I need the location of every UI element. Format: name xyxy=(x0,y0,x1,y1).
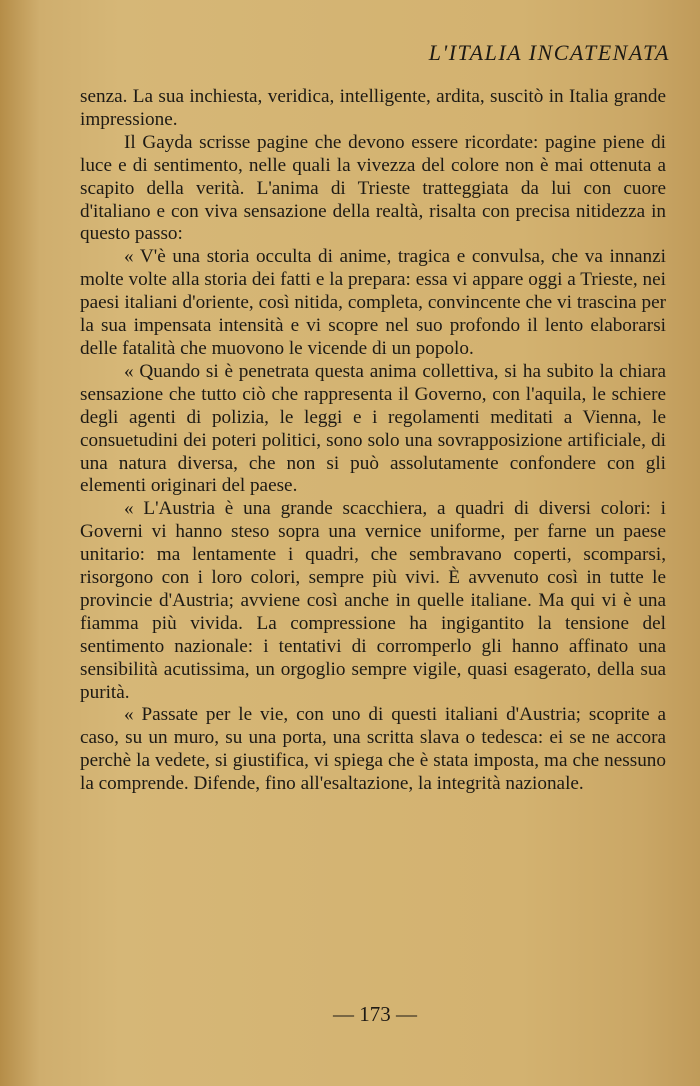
body-text xyxy=(80,86,666,796)
paragraph: senza. La sua inchiesta, veridica, intelligente, ardita, suscitò in Italia grande impressione. xyxy=(80,86,666,130)
quoted-paragraph: « V'è una storia occulta di anime, tragica e convulsa, che va innanzi molte volte alla storia dei fatti e la prepara: essa vi appare oggi a Trieste, nei paesi italiani d'oriente, così nitida, completa, convincente che vi trascina per la sua impensata intensità e vi scopre nel suo profondo il lento elaborarsi delle fatalità che muovono le vicende di un popolo. xyxy=(80,246,666,359)
page-number xyxy=(0,1002,700,1027)
quoted-paragraph: « Quando si è penetrata questa anima collettiva, si ha subito la chiara sensazione che tutto ciò che rappresenta il Governo, con l'aquila, le schiere degli agenti di polizia, le leggi e i regolamenti meditati a Vienna, le consuetudini dei poteri politici, sono solo una sovrapposizione artificiale, di una natura diversa, che non si può assolutamente confondere con gli elementi originari del paese. xyxy=(80,360,666,497)
running-head: L'ITALIA INCATENATA xyxy=(428,40,670,65)
quoted-paragraph: « L'Austria è una grande scacchiera, a quadri di diversi colori: i Governi vi hanno steso sopra una vernice uniforme, per farne un paese unitario: ma lentamente i quadri, che sembravano coperti, scomparsi, risorgono con i loro colori, sempre più vivi. È avvenuto così in tutte le provincie d'Austria; avviene così anche in quelle italiane. Ma qui vi è una fiamma più vivida. La compressione ha ingigantito la tensione del sentimento nazionale: i tentativi di corromperlo gli hanno affinato una sensibilità acutissima, un orgoglio sempre vigile, quasi esagerato, della sua purità. xyxy=(80,498,666,703)
page-number-text: — 173 — xyxy=(333,1002,417,1026)
paragraph: Il Gayda scrisse pagine che devono essere ricordate: pagine piene di luce e di sentimento, nelle quali la vivezza del colore non è mai ottenuta a scapito della verità. L'anima di Trieste tratteggiata da lui con cuore d'italiano e con viva sensazione della realtà, risalta con precisa nitidezza in questo passo: xyxy=(80,131,666,245)
quoted-paragraph: « Passate per le vie, con uno di questi italiani d'Austria; scoprite a caso, su un muro, su una porta, una scritta slava o tedesca: ei se ne accora perchè la vedete, si giustifica, vi spiega che è stata imposta, ma che nessuno la comprende. Difende, fino all'esaltazione, la integrità nazionale. xyxy=(80,704,666,795)
